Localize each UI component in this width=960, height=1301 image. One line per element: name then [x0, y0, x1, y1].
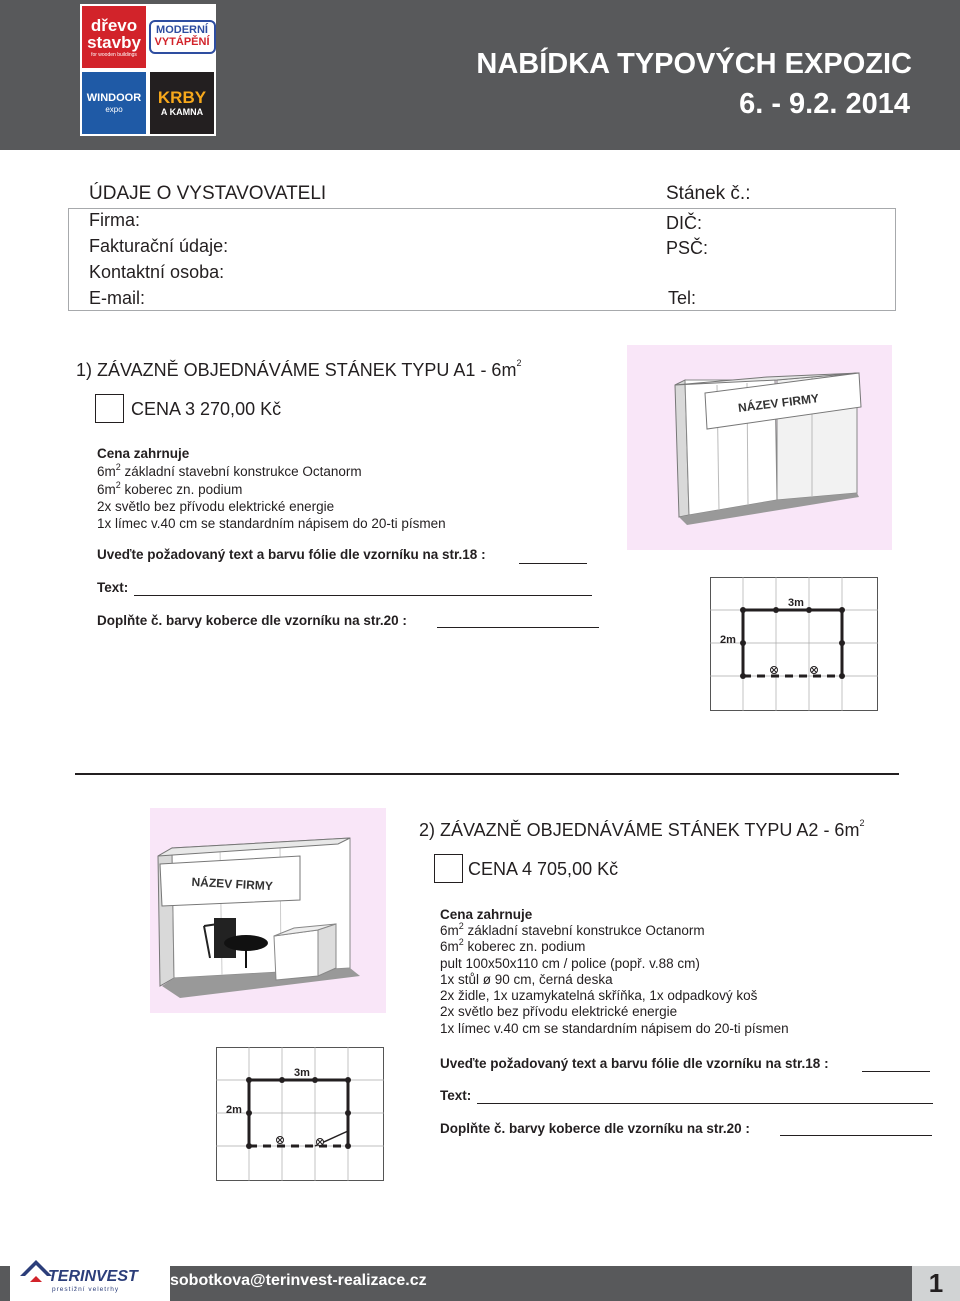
stand-a2-include-item: pult 100x50x110 cm / police (popř. v.88 cm)	[440, 956, 700, 971]
event-date: 6. - 9.2. 2014	[739, 88, 910, 120]
stand-a2-title-text: 2) ZÁVAZNĚ OBJEDNÁVÁME STÁNEK TYPU A2 - 6m	[419, 820, 860, 840]
stand-a2-title	[419, 820, 864, 841]
contact-field-label: Kontaktní osoba:	[89, 262, 225, 282]
stand-a1-plan-depth: 2m	[720, 634, 736, 646]
stand-a2-include-item: 1x stůl ø 90 cm, černá deska	[440, 972, 613, 987]
stand-a1-text-label: Text:	[97, 580, 129, 595]
stand-a2-include-item: $6m^2$ základní stavební konstrukce Octanorm	[440, 921, 705, 938]
stand-a2-plan-grid	[216, 1047, 384, 1181]
stand-a1-plan-width: 3m	[788, 597, 804, 609]
stand-a1-carpet-label: Doplňte č. barvy koberce dle vzorníku na str.20 :	[97, 613, 407, 628]
stand-a1-carpet-line[interactable]	[437, 627, 599, 628]
stand-a1-instruction: Uveďte požadovaný text a barvu fólie dle vzorníku na str.18 :	[97, 547, 486, 562]
stand-a2-render	[150, 808, 386, 1013]
stand-number-label: Stánek č.:	[666, 183, 751, 204]
stand-a1-checkbox[interactable]	[95, 394, 124, 423]
stand-a2-floor-plan	[216, 1047, 384, 1181]
stand-a2-title-sup: 2	[859, 818, 865, 828]
moderni-vytapeni-logo	[150, 6, 214, 68]
stand-a2-checkbox[interactable]	[434, 854, 463, 883]
stand-a1-price: CENA 3 270,00 Kč	[131, 399, 282, 419]
page-number: 1	[912, 1266, 960, 1301]
stand-a1-render	[627, 345, 892, 550]
stand-a1-text-line[interactable]	[134, 595, 592, 596]
stand-a1-plan-grid	[710, 577, 878, 711]
stand-a1-sign-text: NÁZEV FIRMY	[737, 391, 820, 415]
stand-a1-title-text: 1) ZÁVAZNĚ OBJEDNÁVÁME STÁNEK TYPU A1 - 6m	[76, 360, 517, 380]
drevo-logo-line1: dřevo	[90, 15, 138, 35]
psc-field-label: PSČ:	[666, 238, 709, 258]
stand-a1-title	[76, 360, 521, 381]
krby-logo-line1: KRBY	[157, 88, 207, 107]
windoor-expo-logo	[82, 72, 146, 134]
stand-a2-include-item: 2x světlo bez přívodu elektrické energie	[440, 1004, 678, 1019]
drevo-logo-line2: stavby	[87, 32, 141, 52]
drevo-logo-sub: for wooden buildings	[91, 51, 137, 58]
stand-a2-plan-width: 3m	[294, 1067, 310, 1079]
stand-a2-carpet-label: Doplňte č. barvy koberce dle vzorníku na str.20 :	[440, 1121, 750, 1136]
stand-a1-includes-heading: Cena zahrnuje	[97, 446, 190, 461]
contact-email[interactable]: sobotkova@terinvest-realizace.cz	[170, 1272, 427, 1289]
billing-field-label: Fakturační údaje:	[89, 236, 229, 256]
terinvest-brand-sub: prestižní veletrhy	[52, 1286, 120, 1293]
stand-a2-foil-color-line[interactable]	[862, 1071, 930, 1072]
stand-a2-booth-illustration	[150, 808, 386, 1013]
stand-a1-foil-color-line[interactable]	[519, 563, 587, 564]
stand-a1-title-sup: 2	[516, 358, 522, 368]
page-header	[0, 0, 960, 150]
moderni-logo-line2: VYTÁPĚNÍ	[154, 36, 210, 48]
exhibitor-form	[68, 208, 896, 311]
terinvest-logo	[10, 1252, 170, 1301]
windoor-logo-line2: expo	[105, 104, 123, 114]
stand-a1-floor-plan	[710, 577, 878, 711]
drevostavby-logo	[82, 6, 146, 68]
stand-a2-include-item: 2x židle, 1x uzamykatelná skříňka, 1x odpadkový koš	[440, 988, 758, 1003]
dic-field-label: DIČ:	[666, 213, 702, 233]
stand-a2-includes-heading: Cena zahrnuje	[440, 907, 533, 922]
stand-a1-include-item: $6m^2$ koberec zn. podium	[97, 480, 243, 497]
stand-a1-include-item: 2x světlo bez přívodu elektrické energie	[97, 499, 335, 514]
stand-a1-booth-illustration	[627, 345, 892, 550]
krby-logo-line2: A KAMNA	[160, 107, 204, 117]
company-field-label: Firma:	[89, 210, 140, 230]
section-divider	[75, 773, 899, 775]
stand-a1-include-item: $6m^2$ základní stavební konstrukce Octanorm	[97, 462, 362, 479]
stand-a2-price: CENA 4 705,00 Kč	[468, 859, 619, 879]
moderni-logo-line1: MODERNÍ	[156, 24, 208, 37]
email-field-label: E-mail:	[89, 288, 146, 308]
stand-a2-text-label: Text:	[440, 1088, 472, 1103]
stand-a2-include-item: $6m^2$ koberec zn. podium	[440, 937, 586, 954]
stand-a1-include-item: 1x límec v.40 cm se standardním nápisem do 20-ti písmen	[97, 516, 446, 531]
tel-field-label: Tel:	[668, 288, 697, 308]
event-logos	[80, 4, 216, 136]
windoor-logo-line1: WINDOOR	[86, 91, 142, 104]
exhibitor-heading: ÚDAJE O VYSTAVOVATELI	[89, 183, 327, 204]
krby-a-kamna-logo	[150, 72, 214, 134]
stand-a2-instruction: Uveďte požadovaný text a barvu fólie dle vzorníku na str.18 :	[440, 1056, 829, 1071]
stand-a2-carpet-line[interactable]	[780, 1135, 932, 1136]
stand-a2-sign-text: NÁZEV FIRMY	[191, 874, 274, 894]
page-title: NABÍDKA TYPOVÝCH EXPOZIC	[476, 48, 912, 80]
stand-a2-text-line[interactable]	[477, 1103, 933, 1104]
terinvest-brand-name: TERINVEST	[48, 1268, 138, 1285]
stand-a2-include-item: 1x límec v.40 cm se standardním nápisem do 20-ti písmen	[440, 1021, 789, 1036]
stand-a2-plan-depth: 2m	[226, 1104, 242, 1116]
